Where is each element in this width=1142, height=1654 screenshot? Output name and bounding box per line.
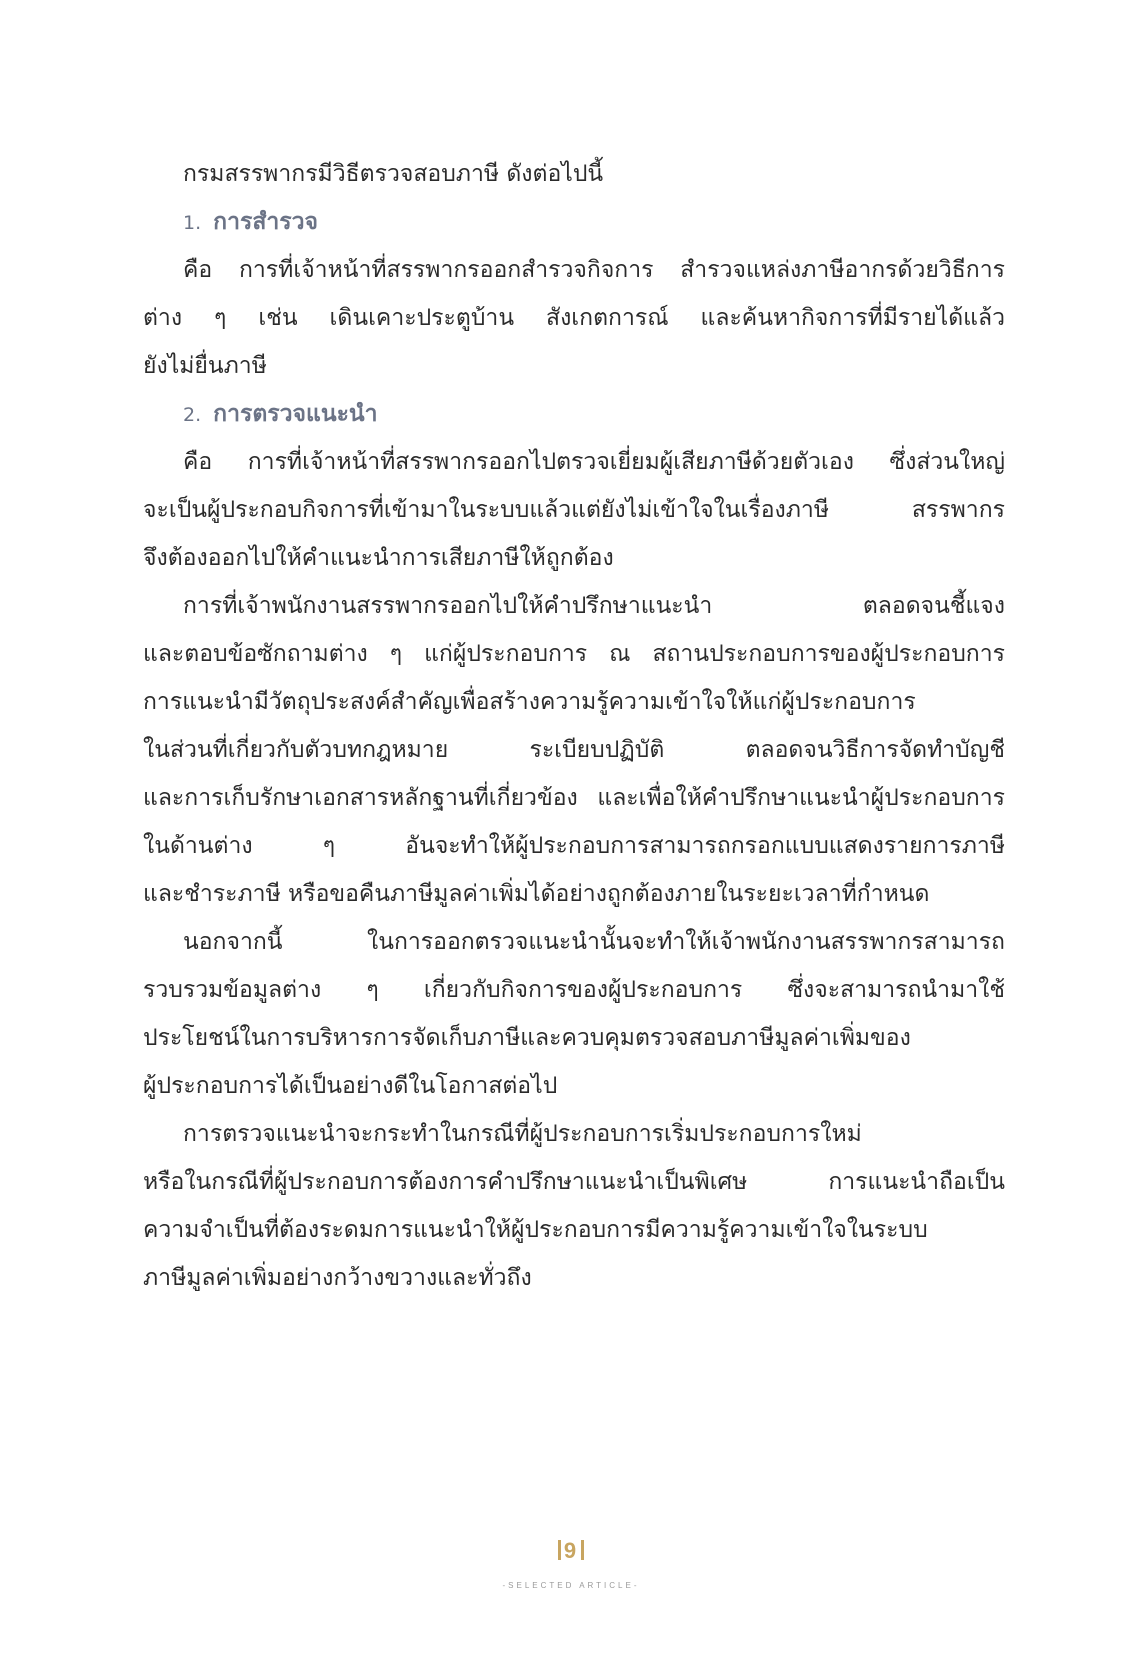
article-body	[143, 150, 1005, 1302]
section-2-line: คือ การที่เจ้าหน้าที่สรรพากรออกไปตรวจเยี่ยมผู้เสียภาษีด้วยตัวเอง ซึ่งส่วนใหญ่	[183, 449, 1005, 475]
section-1-line: คือ การที่เจ้าหน้าที่สรรพากรออกสำรวจกิจการ สำรวจแหล่งภาษีอากรด้วยวิธีการ	[183, 257, 1005, 283]
paragraph-2-line: ผู้ประกอบการได้เป็นอย่างดีในโอกาสต่อไป	[143, 1073, 558, 1099]
section-2-line: จะเป็นผู้ประกอบกิจการที่เข้ามาในระบบแล้วแต่ยังไม่เข้าใจในเรื่องภาษี สรรพากร	[143, 497, 1005, 523]
paragraph-2-line: ประโยชน์ในการบริหารการจัดเก็บภาษีและควบคุมตรวจสอบภาษีมูลค่าเพิ่มของ	[143, 1025, 911, 1051]
footer-label	[0, 1581, 1142, 1590]
section-2-number: 2.	[183, 404, 202, 426]
paragraph-1-line: ในด้านต่าง ๆ อันจะทำให้ผู้ประกอบการสามารถกรอกแบบแสดงรายการภาษี	[143, 833, 1005, 859]
section-2-line: จึงต้องออกไปให้คำแนะนำการเสียภาษีให้ถูกต้อง	[143, 545, 614, 571]
section-2-title: การตรวจแนะนำ	[213, 401, 378, 427]
intro-text: กรมสรรพากรมีวิธีตรวจสอบภาษี ดังต่อไปนี้	[183, 161, 604, 187]
paragraph-1-line: ในส่วนที่เกี่ยวกับตัวบทกฎหมาย ระเบียบปฏิบัติ ตลอดจนวิธีการจัดทำบัญชี	[143, 737, 1005, 763]
page-number-right-bar	[581, 1540, 584, 1560]
page-number	[0, 1538, 1142, 1564]
paragraph-2-line: รวบรวมข้อมูลต่าง ๆ เกี่ยวกับกิจการของผู้ประกอบการ ซึ่งจะสามารถนำมาใช้	[143, 977, 1005, 1003]
paragraph-3-line: ภาษีมูลค่าเพิ่มอย่างกว้างขวางและทั่วถึง	[143, 1265, 532, 1291]
section-1-line: ยังไม่ยื่นภาษี	[143, 353, 267, 379]
section-1-heading	[143, 198, 1005, 246]
footer-label-text: SELECTED ARTICLE	[508, 1581, 634, 1590]
paragraph-1-line: การแนะนำมีวัตถุประสงค์สำคัญเพื่อสร้างความรู้ความเข้าใจให้แก่ผู้ประกอบการ	[143, 689, 916, 715]
page-number-value: 9	[563, 1538, 579, 1563]
section-2-heading	[143, 390, 1005, 438]
footer-label-dash-right: -	[633, 1581, 640, 1590]
paragraph-3-line: ความจำเป็นที่ต้องระดมการแนะนำให้ผู้ประกอบการมีความรู้ความเข้าใจในระบบ	[143, 1217, 928, 1243]
paragraph-1-line: การที่เจ้าพนักงานสรรพากรออกไปให้คำปรึกษาแนะนำ ตลอดจนชี้แจง	[183, 593, 1005, 619]
footer-label-dash-left: -	[502, 1581, 509, 1590]
paragraph-1-line: และตอบข้อซักถามต่าง ๆ แก่ผู้ประกอบการ ณ สถานประกอบการของผู้ประกอบการ	[143, 641, 1005, 667]
section-1-line: ต่าง ๆ เช่น เดินเคาะประตูบ้าน สังเกตการณ์ และค้นหากิจการที่มีรายได้แล้ว	[143, 305, 1005, 331]
paragraph-1-line: และชำระภาษี หรือขอคืนภาษีมูลค่าเพิ่มได้อย่างถูกต้องภายในระยะเวลาที่กำหนด	[143, 881, 930, 907]
paragraph-3-line: การตรวจแนะนำจะกระทำในกรณีที่ผู้ประกอบการเริ่มประกอบการใหม่	[183, 1121, 862, 1147]
paragraph-2-line: นอกจากนี้ ในการออกตรวจแนะนำนั้นจะทำให้เจ้าพนักงานสรรพากรสามารถ	[183, 929, 1005, 955]
paragraph-3-line: หรือในกรณีที่ผู้ประกอบการต้องการคำปรึกษาแนะนำเป็นพิเศษ การแนะนำถือเป็น	[143, 1169, 1005, 1195]
section-1-number: 1.	[183, 212, 202, 234]
page-number-left-bar	[558, 1540, 561, 1560]
paragraph-1-line: และการเก็บรักษาเอกสารหลักฐานที่เกี่ยวข้อง และเพื่อให้คำปรึกษาแนะนำผู้ประกอบการ	[143, 785, 1005, 811]
section-1-title: การสำรวจ	[213, 209, 319, 235]
